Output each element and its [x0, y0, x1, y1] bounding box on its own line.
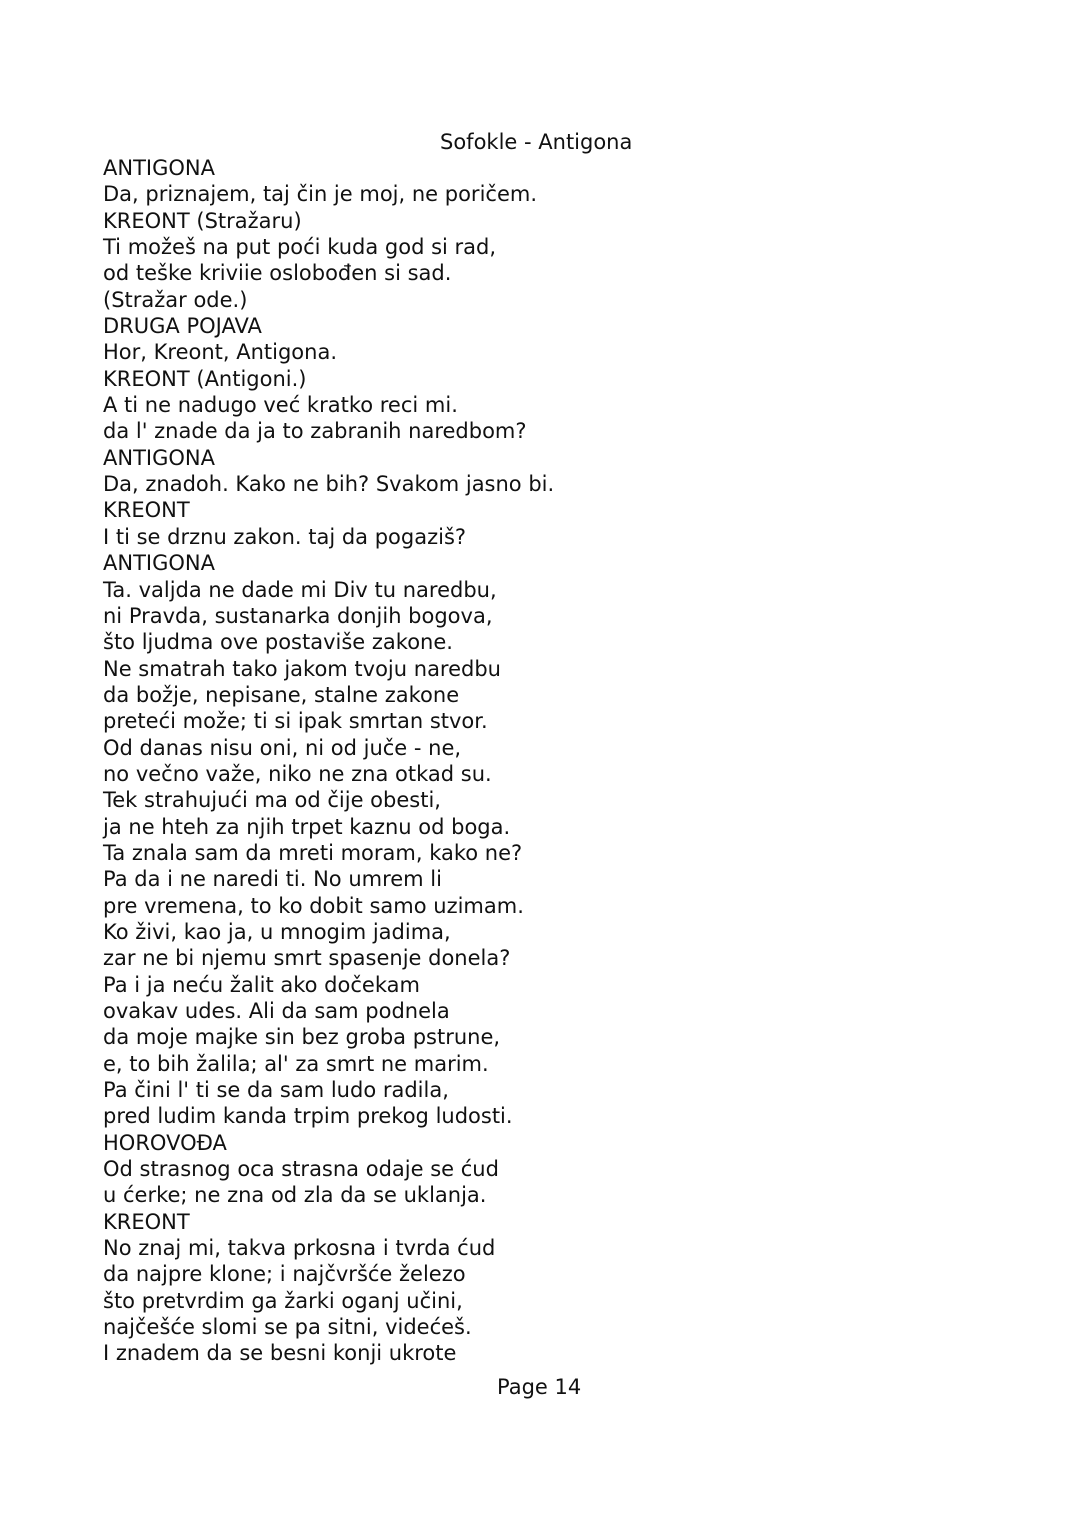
running-header-title: Sofokle - Antigona — [440, 130, 633, 154]
text-line: preteći može; ti si ipak smrtan stvor. — [103, 709, 488, 734]
text-line: Ta znala sam da mreti moram, kako ne? — [103, 840, 523, 865]
text-line: KREONT (Antigoni.) — [103, 366, 307, 391]
play-text-block — [103, 155, 1003, 1367]
text-line: Hor, Kreont, Antigona. — [103, 340, 338, 365]
text-line: ja ne hteh za njih trpet kaznu od boga. — [103, 814, 511, 839]
text-line: pred ludim kanda trpim prekog ludosti. — [103, 1104, 513, 1129]
text-line: ni Pravda, sustanarka donjih bogova, — [103, 603, 493, 628]
text-line: što pretvrdim ga žarki oganj učini, — [103, 1288, 463, 1313]
text-line: KREONT — [103, 498, 190, 523]
text-line: da moje majke sin bez groba pstrune, — [103, 1025, 501, 1050]
text-line: da božje, nepisane, stalne zakone — [103, 682, 460, 707]
text-line: No znaj mi, takva prkosna i tvrda ćud — [103, 1236, 496, 1261]
text-line: zar ne bi njemu smrt spasenje donela? — [103, 946, 511, 971]
text-line: Ne smatrah tako jakom tvoju naredbu — [103, 656, 501, 681]
text-line: Ti možeš na put poći kuda god si rad, — [103, 235, 497, 260]
text-line: u ćerke; ne zna od zla da se uklanja. — [103, 1183, 487, 1208]
text-line: Tek strahujući ma od čije obesti, — [103, 788, 441, 813]
text-line: DRUGA POJAVA — [103, 314, 262, 339]
text-line: HOROVOĐA — [103, 1130, 227, 1155]
text-line: da najpre klone; i najčvršće železo — [103, 1262, 466, 1287]
text-line: (Stražar ode.) — [103, 287, 248, 312]
text-line: A ti ne nadugo već kratko reci mi. — [103, 393, 458, 418]
text-line: Od danas nisu oni, ni od juče - ne, — [103, 735, 462, 760]
text-line: Pa i ja neću žalit ako dočekam — [103, 972, 420, 997]
text-line: ovakav udes. Ali da sam podnela — [103, 999, 450, 1023]
text-line: od teške kriviie oslobođen si sad. — [103, 261, 452, 286]
text-line: ANTIGONA — [103, 156, 215, 180]
text-line: Pa da i ne naredi ti. No umrem li — [103, 867, 442, 892]
text-line: Da, znadoh. Kako ne bih? Svakom jasno bi. — [103, 472, 555, 497]
text-line: KREONT — [103, 1209, 190, 1234]
page-number: Page 14 — [497, 1375, 582, 1399]
text-line: Od strasnog oca strasna odaje se ćud — [103, 1157, 499, 1182]
text-line: što ljudma ove postaviše zakone. — [103, 630, 453, 655]
text-line: najčešće slomi se pa sitni, videćeš. — [103, 1315, 472, 1340]
text-line: ANTIGONA — [103, 445, 215, 470]
text-line: Da, priznajem, taj čin je moj, ne poričem. — [103, 182, 537, 207]
text-line: I ti se drznu zakon. taj da pogaziš? — [103, 524, 467, 549]
text-line: pre vremena, to ko dobit samo uzimam. — [103, 893, 524, 918]
text-line: I znadem da se besni konji ukrote — [103, 1341, 457, 1366]
text-line: KREONT (Stražaru) — [103, 208, 302, 233]
text-line: e, to bih žalila; al' za smrt ne marim. — [103, 1051, 489, 1076]
text-line: da l' znade da ja to zabranih naredbom? — [103, 419, 527, 444]
text-line: ANTIGONA — [103, 551, 215, 576]
text-line: Ko živi, kao ja, u mnogim jadima, — [103, 919, 451, 944]
text-line: Ta. valjda ne dade mi Div tu naredbu, — [103, 577, 497, 602]
text-line: no večno važe, niko ne zna otkad su. — [103, 761, 492, 786]
text-line: Pa čini l' ti se da sam ludo radila, — [103, 1078, 449, 1103]
